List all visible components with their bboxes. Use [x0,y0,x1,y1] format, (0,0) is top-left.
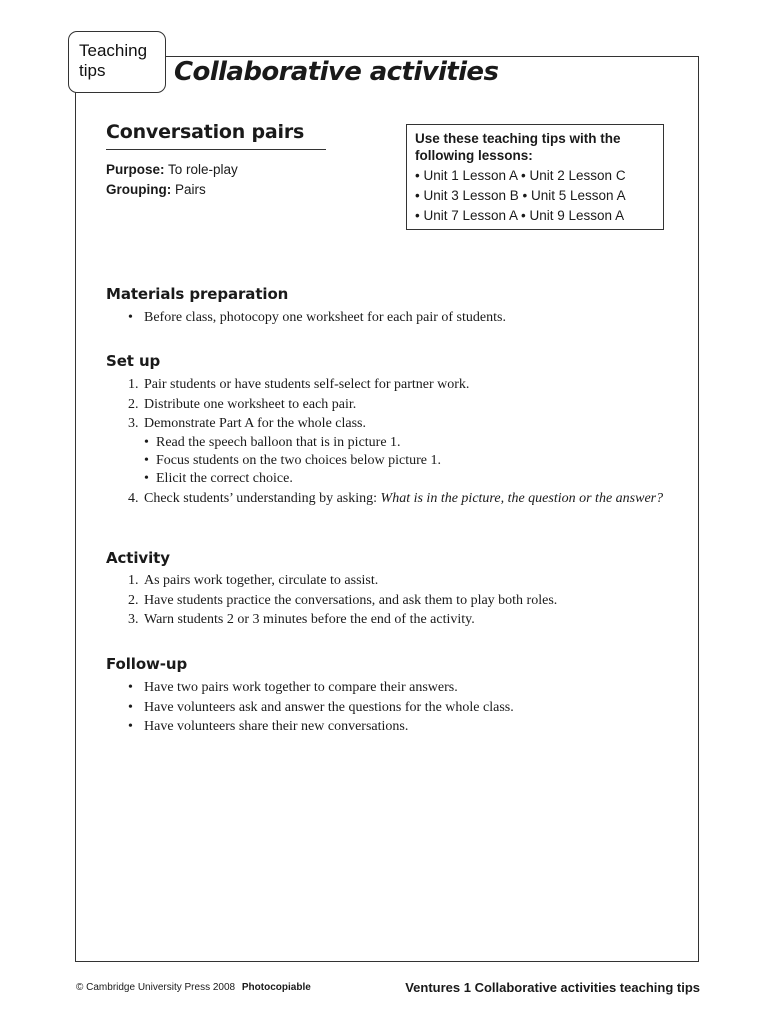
setup-sublist [144,434,688,488]
page-title: Collaborative activities [174,57,499,87]
list-item: • Have two pairs work together to compare their answers. [128,680,458,695]
list-item: 3. Warn students 2 or 3 minutes before the end of the activity. [128,612,475,627]
activity-meta [106,160,238,200]
check-question: What is in the picture, the question or the answer? [380,490,664,506]
followup-heading: Follow-up [106,655,188,673]
grouping-label: Grouping: [106,182,172,197]
list-item: 2. Distribute one worksheet to each pair. [128,396,357,412]
list-item: • Before class, photocopy one worksheet for each pair of students. [128,310,506,325]
lessons-heading: Use these teaching tips with the following lessons: [415,131,621,163]
activity-heading: Activity [106,549,170,567]
tab-line-1: Teaching [79,41,148,60]
setup-list [128,375,688,508]
sub-list-item: • Elicit the correct choice. [144,470,293,486]
lessons-row: • Unit 1 Lesson A • Unit 2 Lesson C [415,168,626,183]
list-item: • Have volunteers share their new conversations. [128,719,409,734]
followup-list [128,678,688,737]
sub-list-item: • Read the speech balloon that is in picture 1. [144,434,401,450]
footer-book-title: Ventures 1 Collaborative activities teaching tips [405,980,700,995]
lessons-box [406,124,664,230]
teaching-tips-tab [68,31,166,93]
materials-heading: Materials preparation [106,285,289,303]
list-item: 1. As pairs work together, circulate to assist. [128,573,379,588]
materials-list [128,308,688,328]
list-item: 2. Have students practice the conversations, and ask them to play both roles. [128,592,558,608]
setup-heading: Set up [106,352,161,370]
purpose-value: To role-play [168,162,238,177]
list-item: • Have volunteers ask and answer the questions for the whole class. [128,699,514,715]
activity-title: Conversation pairs [106,121,326,150]
grouping-value: Pairs [175,182,206,197]
photocopiable-label: Photocopiable [241,982,311,993]
purpose-line [106,160,238,180]
activity-list [128,571,688,630]
tab-line-2: tips [79,61,106,80]
sub-list-item: • Focus students on the two choices below picture 1. [144,452,442,468]
purpose-label: Purpose: [106,162,165,177]
footer-copyright [76,982,311,993]
list-item: 4. Check students’ understanding by asking: What is in the picture, the question or the answer? [128,490,664,506]
list-item: 1. Pair students or have students self-select for partner work. [128,377,470,392]
lessons-row: • Unit 7 Lesson A • Unit 9 Lesson A [415,208,625,223]
list-item: 3. Demonstrate Part A for the whole class. • Read the speech balloon that is in picture 1. • Focus students on the two choices below picture 1. • Elicit the correct choice. [128,414,688,488]
copyright-text: © Cambridge University Press 2008 [76,982,236,993]
lessons-row: • Unit 3 Lesson B • Unit 5 Lesson A [415,188,626,203]
grouping-line [106,180,238,200]
